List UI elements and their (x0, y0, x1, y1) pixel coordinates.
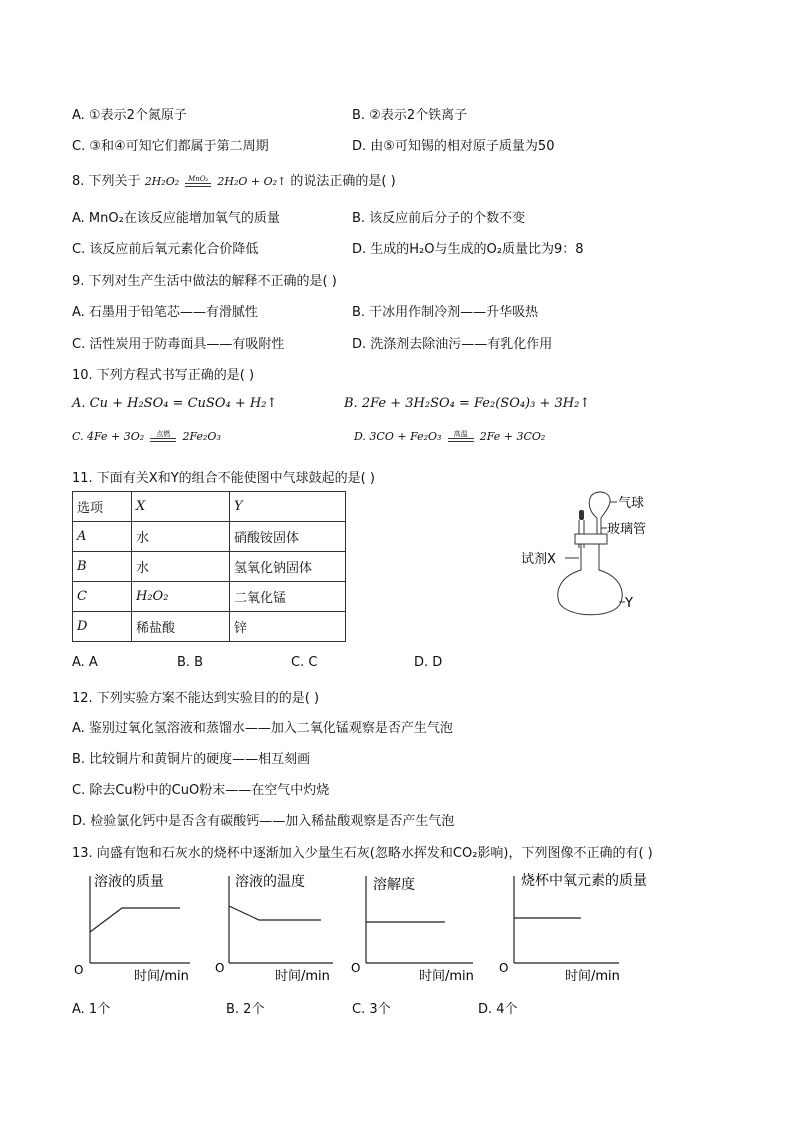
table-header-cell: Y (230, 492, 346, 522)
q10-option-b: B. 2Fe + 3H₂SO₄ = Fe₂(SO₄)₃ + 3H₂↑ (344, 396, 591, 411)
q13-graph-1 (72, 868, 197, 983)
q9-option-d: D. 洗涤剂去除油污——有乳化作用 (352, 337, 553, 352)
q10-stem: 10. 下列方程式书写正确的是( ) (72, 368, 255, 383)
q10-d-condition: 高温 (453, 430, 468, 438)
table-header-cell: 选项 (73, 492, 132, 522)
q13-stem: 13. 向盛有饱和石灰水的烧杯中逐渐加入少量生石灰(忽略水挥发和CO₂影响)，下列图像不正确的有( ) (72, 846, 653, 861)
q11-table (72, 491, 346, 642)
balloon-label: 气球 (618, 496, 645, 511)
q10-c-sign (150, 431, 176, 442)
table-cell: B (73, 552, 132, 582)
q10-option-a: A. Cu + H₂SO₄ = CuSO₄ + H₂↑ (72, 396, 278, 411)
q12-option-d: D. 检验氯化钙中是否含有碳酸钙——加入稀盐酸观察是否产生气泡 (72, 814, 455, 829)
q8-stem (72, 170, 396, 189)
q13-option-c: C. 3个 (352, 1002, 391, 1017)
q10-c-left: C. 4Fe + 3O₂ (72, 430, 145, 443)
q9-option-a: A. 石墨用于铅笔芯——有滑腻性 (72, 305, 258, 320)
table-cell: A (73, 522, 132, 552)
q12-option-c: C. 除去Cu粉中的CuO粉末——在空气中灼烧 (72, 783, 330, 798)
table-cell: 锌 (230, 612, 346, 642)
q8-option-b: B. 该反应前后分子的个数不变 (352, 211, 526, 226)
q10-d-left: D. 3CO + Fe₂O₃ (354, 430, 442, 443)
flask-apparatus-diagram (515, 488, 690, 628)
graph-2-curve (229, 906, 321, 920)
table-row (73, 582, 346, 612)
graph-3-xlabel: 时间/min (419, 969, 474, 984)
q10-option-d (354, 429, 545, 444)
q13-option-a: A. 1个 (72, 1002, 111, 1017)
q10-c-condition: 点燃 (156, 430, 171, 438)
graph-4-ylabel: 烧杯中氧元素的质量 (521, 873, 647, 889)
table-cell: 稀盐酸 (132, 612, 230, 642)
graph-2-origin: O (215, 961, 225, 975)
q8-eq-condition: MnO₂ (188, 175, 209, 183)
q12-stem: 12. 下列实验方案不能达到实验目的的是( ) (72, 691, 320, 706)
graph-4-origin: O (499, 961, 509, 975)
q13-graph-2 (211, 868, 341, 983)
table-header-row (73, 492, 346, 522)
table-row (73, 552, 346, 582)
q11-option-c: C. C (291, 655, 318, 670)
graph-2-xlabel: 时间/min (275, 969, 330, 984)
q8-option-a: A. MnO₂在该反应能增加氧气的质量 (72, 211, 280, 226)
table-row (73, 522, 346, 552)
q9-option-c: C. 活性炭用于防毒面具——有吸附性 (72, 337, 285, 352)
q11-option-a: A. A (72, 655, 98, 670)
q8-option-d: D. 生成的H₂O与生成的O₂质量比为9：8 (352, 242, 584, 257)
table-header-cell: X (132, 492, 230, 522)
table-cell: 水 (132, 552, 230, 582)
q8-option-c: C. 该反应前后氧元素化合价降低 (72, 242, 259, 257)
q12-option-b: B. 比较铜片和黄铜片的硬度——相互刻画 (72, 752, 311, 767)
table-row (73, 612, 346, 642)
q7-option-b: B. ②表示2个铁离子 (352, 108, 468, 123)
q13-graph-4 (497, 868, 647, 984)
table-cell: 硝酸铵固体 (230, 522, 346, 552)
q8-stem-prefix: 8. 下列关于 (72, 174, 141, 189)
q7-option-d: D. 由⑤可知锡的相对原子质量为50 (352, 139, 555, 154)
graph-2-ylabel: 溶液的温度 (235, 874, 305, 890)
q10-c-right: 2Fe₂O₃ (182, 430, 221, 443)
reagent-label: 试剂X (521, 552, 556, 567)
y-label: Y (625, 596, 633, 611)
graph-3-ylabel: 溶解度 (373, 877, 415, 893)
q9-option-b: B. 干冰用作制冷剂——升华吸热 (352, 305, 539, 320)
q13-option-b: B. 2个 (226, 1002, 265, 1017)
q8-eq-right: 2H₂O + O₂↑ (217, 175, 287, 188)
table-cell: H₂O₂ (132, 582, 230, 612)
table-cell: D (73, 612, 132, 642)
q8-eq-sign (185, 176, 211, 187)
table-cell: 二氧化锰 (230, 582, 346, 612)
q11-option-b: B. B (177, 655, 204, 670)
graph-3-origin: O (351, 961, 361, 975)
graph-1-origin: O (74, 963, 84, 977)
q10-d-right: 2Fe + 3CO₂ (479, 430, 546, 443)
table-cell: 水 (132, 522, 230, 552)
graph-1-curve (90, 908, 180, 932)
graph-1-xlabel: 时间/min (134, 969, 189, 984)
tube-label: 玻璃管 (607, 522, 647, 537)
q7-option-a: A. ①表示2个氮原子 (72, 108, 187, 123)
table-cell: C (73, 582, 132, 612)
q13-graph-3 (349, 868, 479, 983)
q8-eq-left: 2H₂O₂ (144, 175, 180, 188)
q12-option-a: A. 鉴别过氧化氢溶液和蒸馏水——加入二氧化锰观察是否产生气泡 (72, 721, 453, 736)
q10-option-c (72, 429, 221, 444)
graph-4-xlabel: 时间/min (565, 969, 620, 984)
q11-option-d: D. D (414, 655, 443, 670)
graph-1-ylabel: 溶液的质量 (94, 874, 164, 890)
q9-stem: 9. 下列对生产生活中做法的解释不正确的是( ) (72, 274, 337, 289)
q7-option-c: C. ③和④可知它们都属于第二周期 (72, 139, 269, 154)
q13-option-d: D. 4个 (478, 1002, 518, 1017)
table-cell: 氢氧化钠固体 (230, 552, 346, 582)
q8-stem-suffix: 的说法正确的是( ) (290, 174, 396, 189)
q11-stem: 11. 下面有关X和Y的组合不能使图中气球鼓起的是( ) (72, 471, 375, 486)
q10-d-sign (448, 431, 474, 442)
